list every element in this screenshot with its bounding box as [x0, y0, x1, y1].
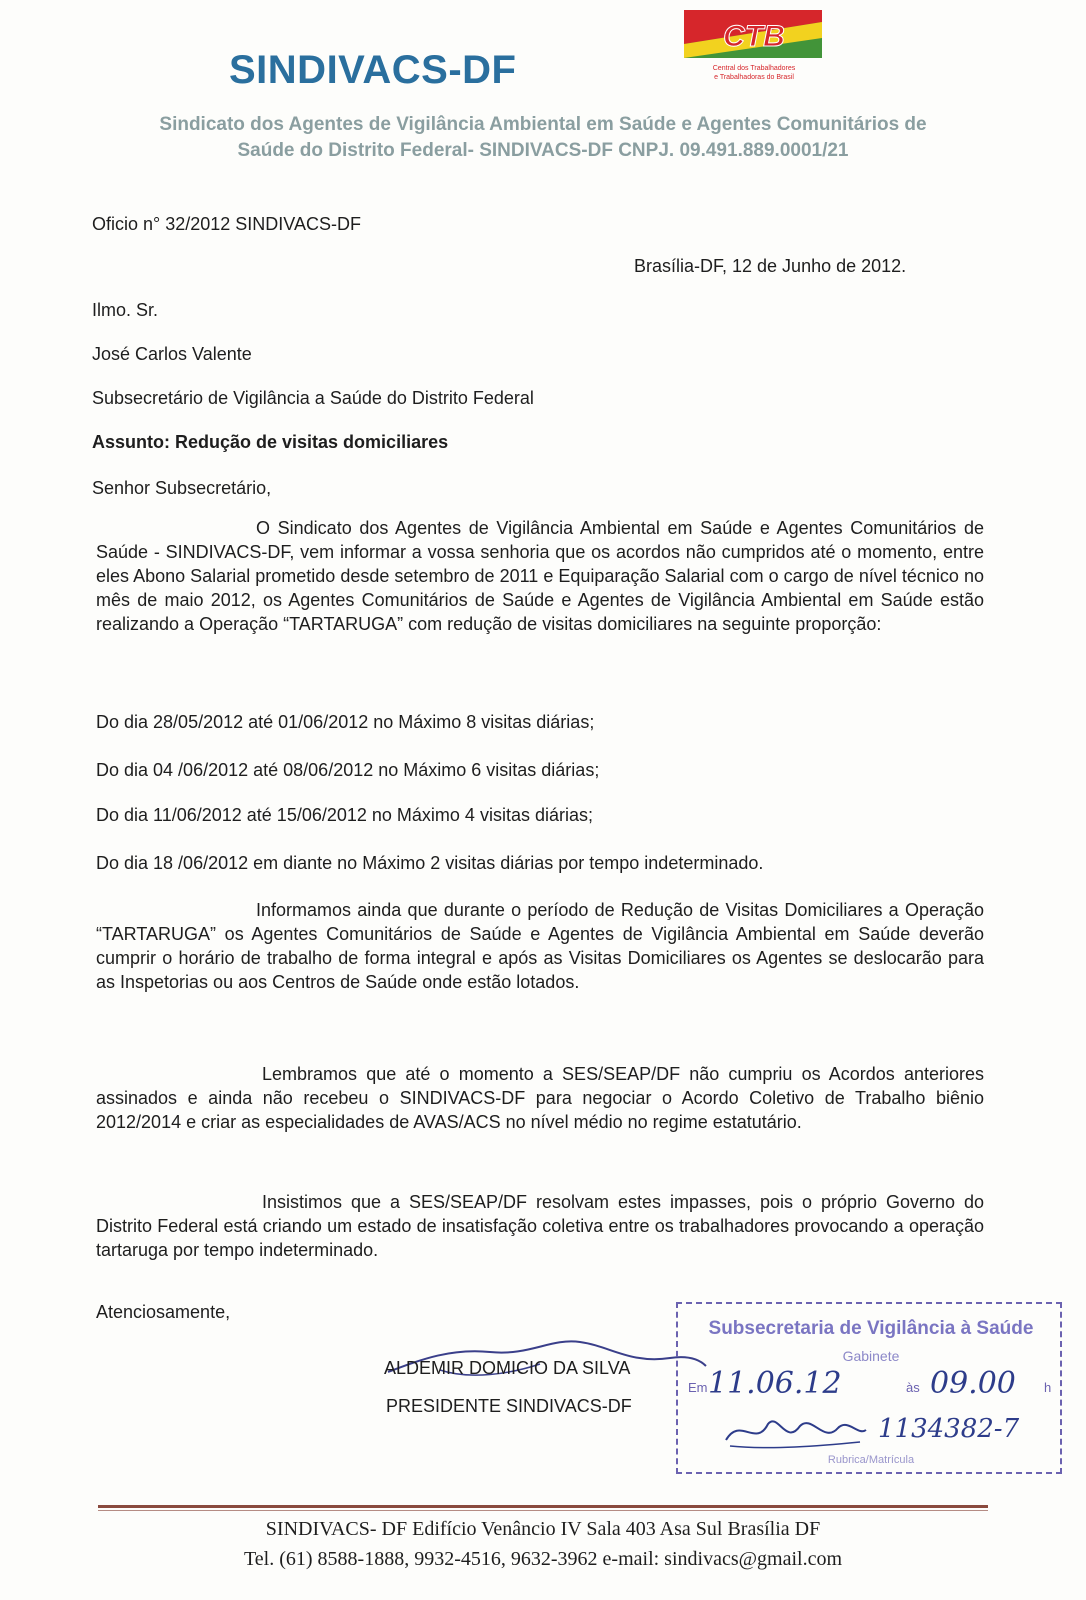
ctb-logo	[684, 10, 830, 84]
schedule-item: Do dia 11/06/2012 até 15/06/2012 no Máximo 4 visitas diárias;	[96, 805, 593, 825]
schedule-item: Do dia 28/05/2012 até 01/06/2012 no Máximo 8 visitas diárias;	[96, 712, 595, 732]
stamp-footer: Rubrica/Matrícula	[827, 1454, 915, 1466]
stamp-em-label: Em	[688, 1380, 708, 1395]
logo-text: CTB	[723, 20, 785, 53]
closing: Atenciosamente,	[96, 1302, 231, 1322]
letter-reference: Oficio n° 32/2012 SINDIVACS-DF	[92, 214, 361, 234]
footer-address: SINDIVACS- DF Edifício Venâncio IV Sala 403 Asa Sul Brasília DF	[265, 1518, 821, 1540]
paragraph-4-text: Insistimos que a SES/SEAP/DF resolvam estes impasses, pois o próprio Governo do Distrito Federal está criando um estado de insatisfação coletiva entre os trabalhadores provocando a operação tartaruga por tempo indeterminado.	[96, 1192, 984, 1260]
greeting: Senhor Subsecretário,	[92, 478, 272, 498]
signer-name: ALDEMIR DOMICIO DA SILVA	[384, 1358, 631, 1378]
schedule-item: Do dia 18 /06/2012 em diante no Máximo 2 visitas diárias por tempo indeterminado.	[96, 853, 764, 873]
stamp-subtitle: Gabinete	[842, 1348, 900, 1364]
letter-date: Brasília-DF, 12 de Junho de 2012.	[634, 256, 907, 276]
stamp-time: 09.00	[930, 1366, 1016, 1401]
subtitle-line-2: Saúde do Distrito Federal- SINDIVACS-DF CNPJ. 09.491.889.0001/21	[237, 140, 849, 161]
stamp-initials-scribble	[720, 1410, 870, 1454]
footer-contact: Tel. (61) 8588-1888, 9932-4516, 9632-3962 e-mail: sindivacs@gmail.com	[243, 1548, 843, 1570]
stamp-date: 11.06.12	[708, 1366, 842, 1401]
recipient-title: Subsecretário de Vigilância a Saúde do Distrito Federal	[92, 388, 534, 408]
footer-rule-thin	[98, 1510, 988, 1511]
paragraph-1-text: O Sindicato dos Agentes de Vigilância Ambiental em Saúde e Agentes Comunitários de Saúde - SINDIVACS-DF, vem informar a vossa senhoria que os acordos não cumpridos até o momento, entre eles Abono Salarial prometido desde setembro de 2011 e Equiparação Salarial com o cargo de nível técnico no mês de maio 2012, os Agentes Comunitários de Saúde e Agentes de Vigilância Ambiental em Saúde estão realizando a Operação “TARTARUGA” com redução de visitas domiciliares na seguinte proporção:	[96, 518, 984, 634]
salutation: Ilmo. Sr.	[92, 300, 159, 320]
stamp-title: Subsecretaria de Vigilância à Saúde	[708, 1318, 1034, 1339]
subtitle-line-1: Sindicato dos Agentes de Vigilância Ambiental em Saúde e Agentes Comunitários de	[159, 114, 927, 135]
paragraph-4	[96, 1190, 984, 1262]
receipt-stamp	[676, 1302, 1062, 1474]
paragraph-2-text: Informamos ainda que durante o período de Redução de Visitas Domiciliares a Operação “TARTARUGA” os Agentes Comunitários de Saúde e Agentes de Vigilância Ambiental em Saúde deverão cumprir o horário de trabalho de forma integral e após as Visitas Domiciliares os Agentes se deslocarão para as Inspetorias ou aos Centros de Saúde onde estão lotados.	[96, 900, 984, 992]
subject-line: Assunto: Redução de visitas domiciliares	[92, 432, 449, 452]
recipient-name: José Carlos Valente	[92, 344, 252, 364]
stamp-matricula: 1134382-7	[878, 1414, 1020, 1444]
union-subtitle	[60, 112, 1026, 164]
logo-caption-1: Central dos Trabalhadores	[712, 65, 796, 72]
schedule-item: Do dia 04 /06/2012 até 08/06/2012 no Máximo 6 visitas diárias;	[96, 760, 600, 780]
paragraph-3	[96, 1062, 984, 1134]
signer-title: PRESIDENTE SINDIVACS-DF	[386, 1396, 632, 1416]
stamp-as-label: às	[906, 1380, 920, 1395]
paragraph-2	[96, 898, 984, 994]
paragraph-1	[96, 516, 984, 636]
paragraph-3-text: Lembramos que até o momento a SES/SEAP/DF não cumpriu os Acordos anteriores assinados e ainda não recebeu o SINDIVACS-DF para negociar o Acordo Coletivo de Trabalho biênio 2012/2014 e criar as especialidades de AVAS/ACS no nível médio no regime estatutário.	[96, 1064, 984, 1132]
logo-caption-2: e Trabalhadoras do Brasil	[714, 74, 794, 81]
stamp-h-label: h	[1044, 1380, 1052, 1395]
footer-rule	[98, 1505, 988, 1508]
brand-title: SINDIVACS-DF	[229, 48, 517, 92]
